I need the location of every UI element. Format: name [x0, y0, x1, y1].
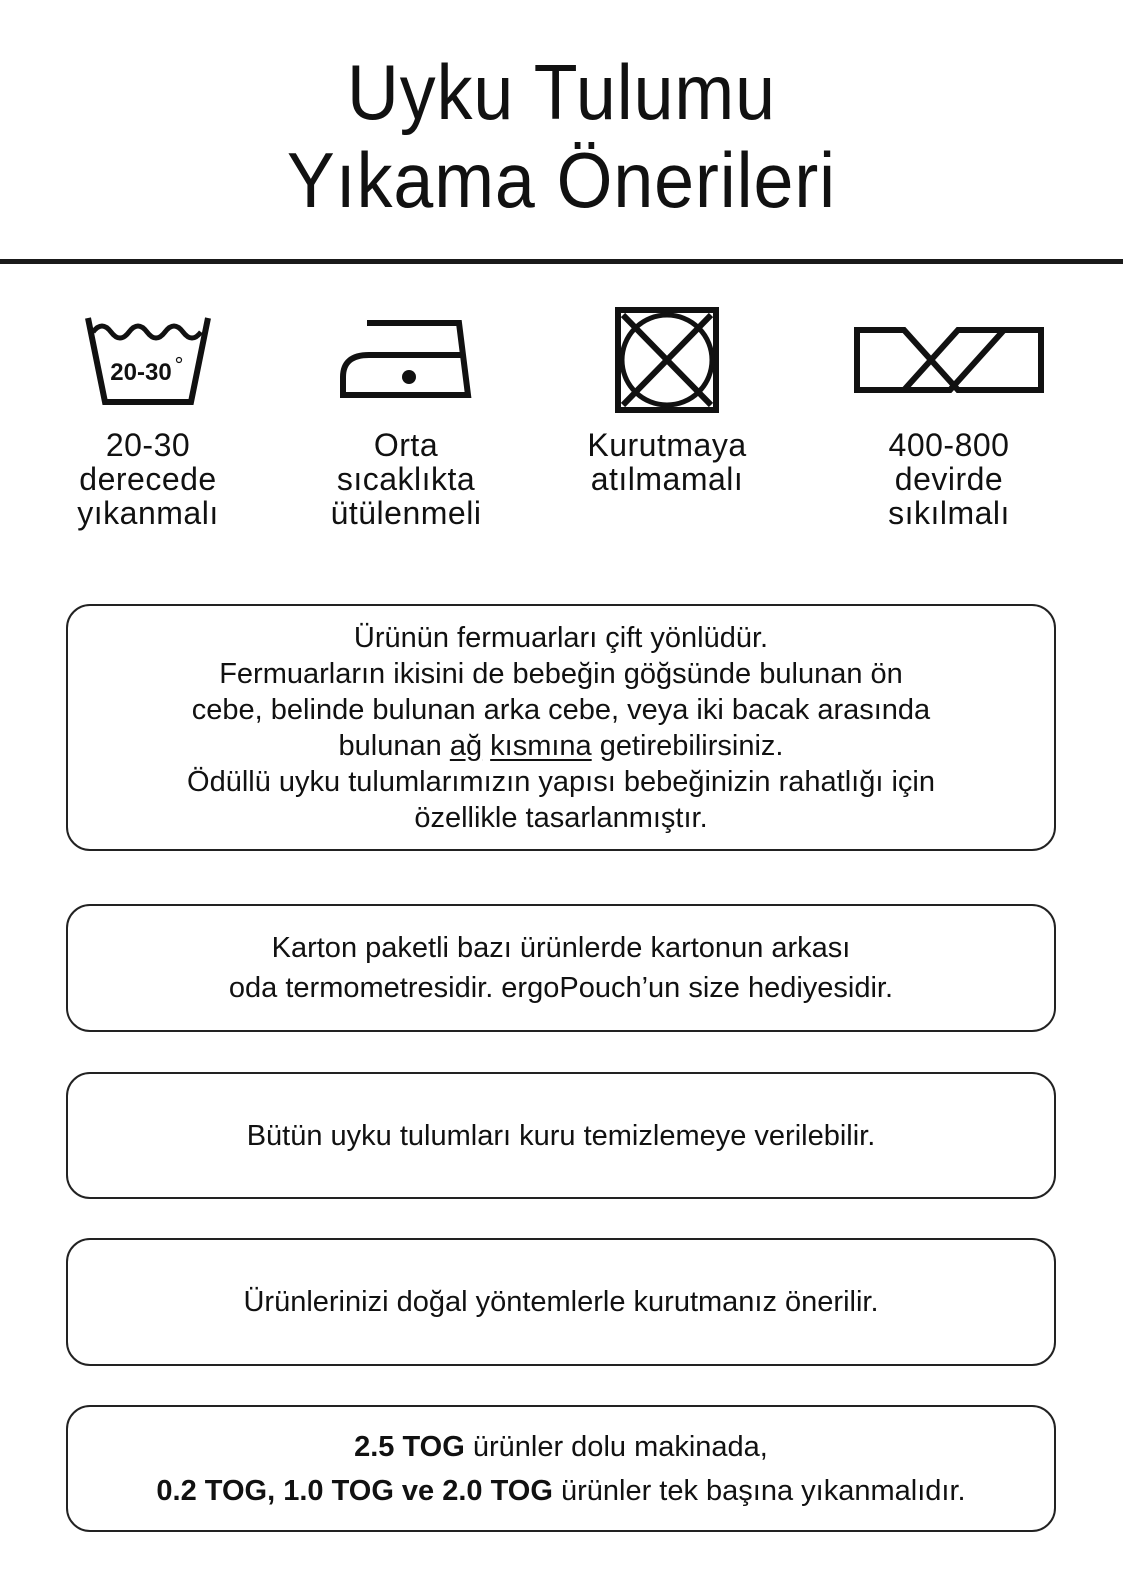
care-item-wash: [28, 300, 268, 530]
underlined-term: kısmına: [490, 729, 592, 762]
page-title: [45, 48, 1078, 224]
thermometer-info-card: Karton paketli bazı ürünlerde kartonun arkası oda termometresidir. ergoPouch’un size hediyesidir.: [66, 904, 1056, 1032]
care-label-wash: 20-30 derecede yıkanmalı: [77, 427, 219, 531]
care-label-wring: 400-800 devirde sıkılmalı: [888, 427, 1010, 531]
title-divider: [0, 259, 1123, 264]
tog-bold-text: 2.5 TOG: [354, 1430, 465, 1463]
do-not-tumble-dry-icon: [615, 307, 719, 413]
tog-info-card: 2.5 TOG ürünler dolu makinada, 0.2 TOG, 1.0 TOG ve 2.0 TOG ürünler tek başına yıkanmalıdır.: [66, 1405, 1056, 1532]
wash-tub-icon: [83, 310, 213, 410]
tog-bold-text: 0.2 TOG, 1.0 TOG ve 2.0 TOG: [156, 1474, 553, 1507]
care-item-iron: [286, 300, 526, 530]
care-item-no-tumble-dry: [547, 300, 787, 496]
care-label-no-tumble-dry: Kurutmaya atılmamalı: [587, 427, 747, 497]
zipper-info-card: Ürünün fermuarları çift yönlüdür. Fermuarların ikisini de bebeğin göğsünde bulunan ön cebe, belinde bulunan arka cebe, veya iki bacak arasında bulunan ağ kısmına getirebilirsiniz. Ödüllü uyku tulumlarımızın yapısı bebeğinizin rahatlığı için özellikle tasarlanmıştır.: [66, 604, 1056, 851]
wring-twist-icon: [854, 327, 1044, 393]
care-item-wring: [829, 300, 1069, 530]
iron-medium-heat-icon: [339, 315, 473, 405]
natural-dry-info-card: Ürünlerinizi doğal yöntemlerle kurutmanız önerilir.: [66, 1238, 1056, 1366]
wash-temp-text: 20-30: [110, 359, 172, 386]
underlined-term: ağ: [449, 729, 483, 762]
care-label-iron: Orta sıcaklıkta ütülenmeli: [330, 427, 482, 531]
title-line-2: Yıkama Önerileri: [286, 136, 837, 224]
title-line-1: Uyku Tulumu: [347, 48, 776, 136]
dry-clean-info-card: Bütün uyku tulumları kuru temizlemeye verilebilir.: [66, 1072, 1056, 1199]
